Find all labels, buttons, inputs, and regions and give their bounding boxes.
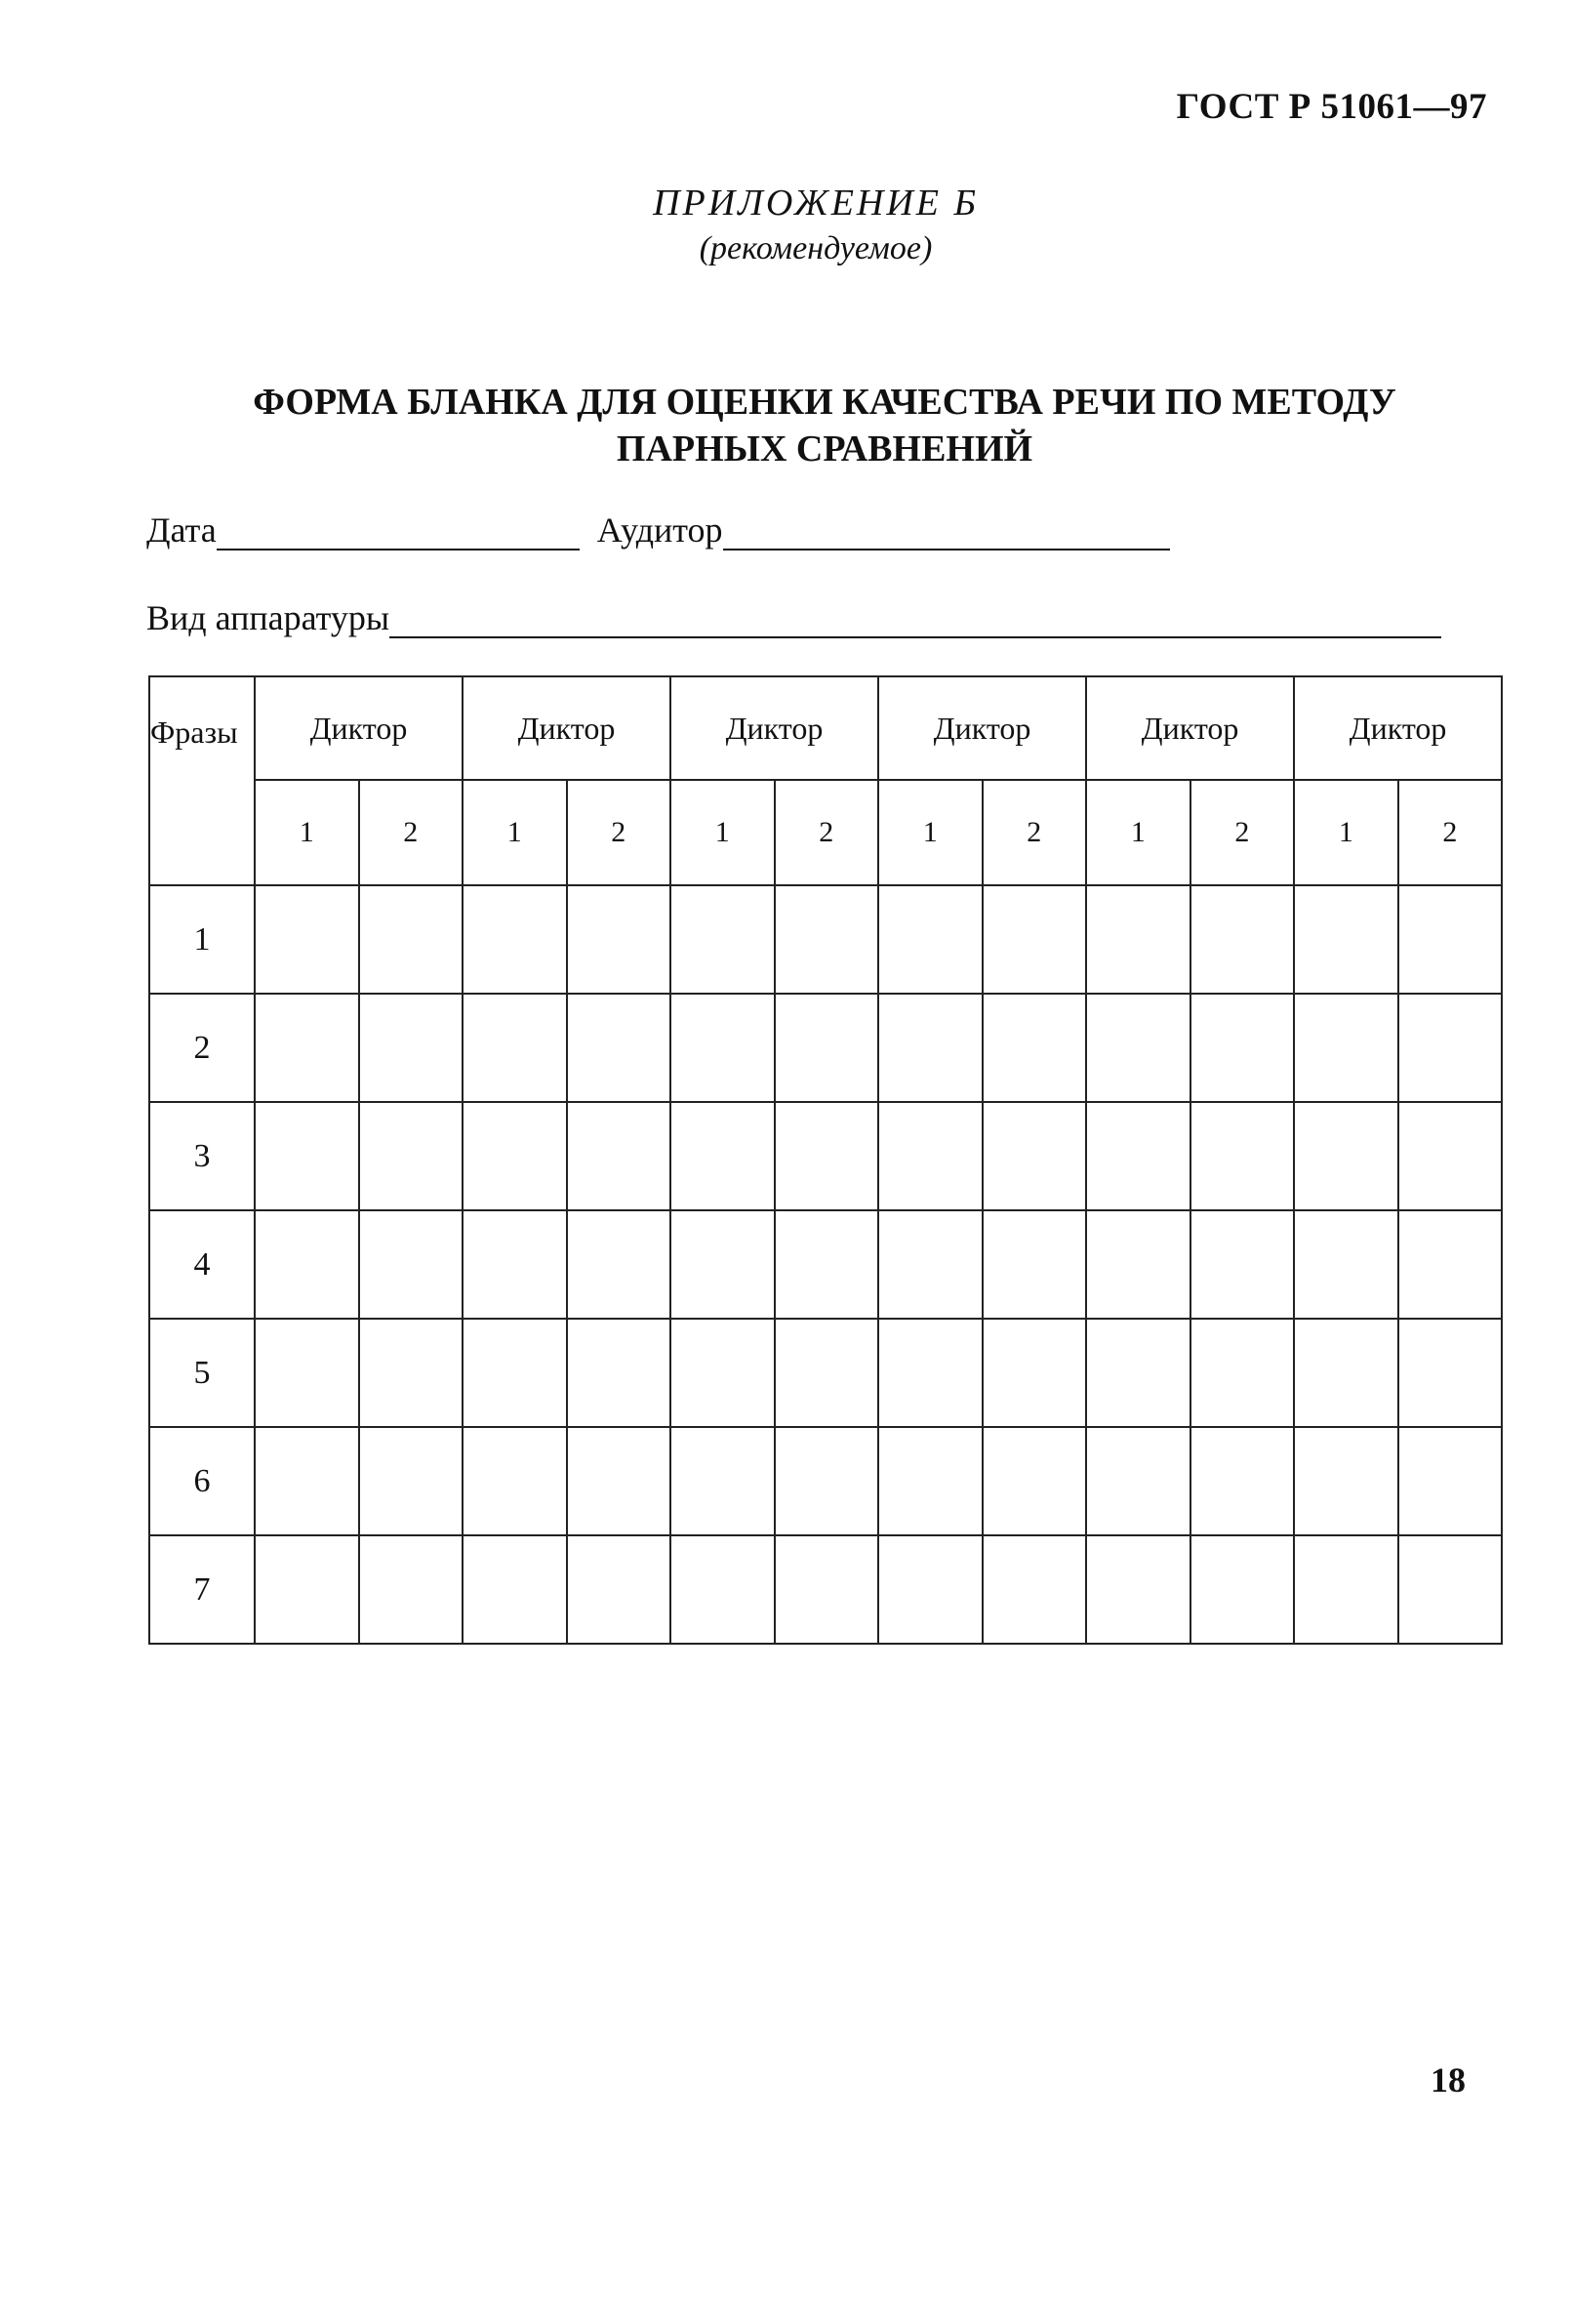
score-cell[interactable] — [670, 1319, 775, 1427]
score-cell[interactable] — [567, 885, 671, 994]
score-cell[interactable] — [1294, 1535, 1398, 1644]
score-cell[interactable] — [463, 885, 567, 994]
score-cell[interactable] — [255, 1210, 359, 1319]
score-cell[interactable] — [1294, 1427, 1398, 1535]
score-cell[interactable] — [463, 1319, 567, 1427]
date-label: Дата — [146, 510, 217, 550]
speaker-header: Диктор — [1086, 676, 1294, 780]
score-cell[interactable] — [567, 1210, 671, 1319]
score-cell[interactable] — [255, 1427, 359, 1535]
score-cell[interactable] — [983, 1535, 1087, 1644]
equipment-blank-line[interactable] — [389, 607, 1441, 638]
score-cell[interactable] — [567, 1427, 671, 1535]
score-cell[interactable] — [1398, 1535, 1503, 1644]
score-cell[interactable] — [463, 1210, 567, 1319]
score-cell[interactable] — [878, 885, 983, 994]
row-number: 7 — [149, 1535, 255, 1644]
score-cell[interactable] — [1294, 1102, 1398, 1210]
score-cell[interactable] — [1294, 994, 1398, 1102]
subcolumn-header: 1 — [463, 780, 567, 885]
subcolumn-header: 2 — [359, 780, 464, 885]
phrases-header: Фразы — [149, 676, 255, 885]
header-row-subcolumns — [149, 780, 1502, 885]
score-cell[interactable] — [775, 1210, 879, 1319]
form-title — [205, 379, 1444, 472]
subcolumn-header: 2 — [1398, 780, 1503, 885]
score-cell[interactable] — [1294, 1210, 1398, 1319]
score-cell[interactable] — [1294, 885, 1398, 994]
score-cell[interactable] — [255, 1319, 359, 1427]
subcolumn-header: 2 — [775, 780, 879, 885]
score-cell[interactable] — [359, 1319, 464, 1427]
score-cell[interactable] — [983, 1210, 1087, 1319]
score-cell[interactable] — [878, 1319, 983, 1427]
score-cell[interactable] — [670, 1427, 775, 1535]
score-cell[interactable] — [983, 994, 1087, 1102]
score-cell[interactable] — [1190, 885, 1295, 994]
score-cell[interactable] — [670, 1102, 775, 1210]
score-cell[interactable] — [775, 1535, 879, 1644]
form-title-line-1: ФОРМА БЛАНКА ДЛЯ ОЦЕНКИ КАЧЕСТВА РЕЧИ ПО МЕТОДУ — [253, 382, 1396, 423]
speaker-header: Диктор — [670, 676, 878, 780]
table-row — [149, 1319, 1502, 1427]
score-cell[interactable] — [878, 1535, 983, 1644]
row-number: 4 — [149, 1210, 255, 1319]
subcolumn-header: 2 — [983, 780, 1087, 885]
score-cell[interactable] — [1086, 1210, 1190, 1319]
speaker-header: Диктор — [878, 676, 1086, 780]
score-cell[interactable] — [1086, 1102, 1190, 1210]
score-cell[interactable] — [255, 1535, 359, 1644]
score-cell[interactable] — [1190, 1210, 1295, 1319]
score-cell[interactable] — [670, 994, 775, 1102]
score-cell[interactable] — [1398, 1102, 1503, 1210]
score-cell[interactable] — [670, 885, 775, 994]
score-cell[interactable] — [983, 1427, 1087, 1535]
score-cell[interactable] — [1190, 1535, 1295, 1644]
score-cell[interactable] — [463, 1535, 567, 1644]
score-cell[interactable] — [463, 1427, 567, 1535]
score-cell[interactable] — [878, 994, 983, 1102]
row-number: 6 — [149, 1427, 255, 1535]
score-cell[interactable] — [775, 1102, 879, 1210]
table-row — [149, 1535, 1502, 1644]
score-cell[interactable] — [983, 885, 1087, 994]
subcolumn-header: 1 — [1294, 780, 1398, 885]
speaker-header: Диктор — [1294, 676, 1502, 780]
subcolumn-header: 1 — [255, 780, 359, 885]
auditor-label: Аудитор — [596, 510, 723, 550]
score-cell[interactable] — [1190, 1319, 1295, 1427]
table-row — [149, 1102, 1502, 1210]
score-cell[interactable] — [1086, 885, 1190, 994]
score-cell[interactable] — [983, 1319, 1087, 1427]
subcolumn-header: 2 — [1190, 780, 1295, 885]
document-code: ГОСТ Р 51061—97 — [1176, 87, 1487, 127]
table-row — [149, 1427, 1502, 1535]
appendix-title: ПРИЛОЖЕНИЕ Б — [653, 183, 979, 224]
subcolumn-header: 1 — [878, 780, 983, 885]
score-cell[interactable] — [670, 1535, 775, 1644]
subcolumn-header: 2 — [567, 780, 671, 885]
form-title-line-2: ПАРНЫХ СРАВНЕНИЙ — [616, 428, 1033, 469]
equipment-label: Вид аппаратуры — [146, 598, 390, 637]
score-cell[interactable] — [1294, 1319, 1398, 1427]
table-row — [149, 885, 1502, 994]
score-cell[interactable] — [1086, 1427, 1190, 1535]
score-cell[interactable] — [255, 885, 359, 994]
score-cell[interactable] — [359, 994, 464, 1102]
score-cell[interactable] — [670, 1210, 775, 1319]
score-cell[interactable] — [1398, 885, 1503, 994]
score-cell[interactable] — [1190, 1102, 1295, 1210]
score-cell[interactable] — [255, 994, 359, 1102]
table-row — [149, 994, 1502, 1102]
score-cell[interactable] — [359, 1427, 464, 1535]
score-cell[interactable] — [1086, 1535, 1190, 1644]
date-auditor-row — [146, 510, 1170, 550]
score-cell[interactable] — [878, 1427, 983, 1535]
speaker-header: Диктор — [255, 676, 463, 780]
score-cell[interactable] — [1398, 994, 1503, 1102]
subcolumn-header: 1 — [670, 780, 775, 885]
score-cell[interactable] — [359, 885, 464, 994]
appendix-subtitle: (рекомендуемое) — [699, 230, 933, 266]
score-cell[interactable] — [775, 1319, 879, 1427]
score-cell[interactable] — [775, 885, 879, 994]
subcolumn-header: 1 — [1086, 780, 1190, 885]
score-cell[interactable] — [567, 994, 671, 1102]
score-cell[interactable] — [878, 1210, 983, 1319]
speaker-header: Диктор — [463, 676, 670, 780]
date-blank-line[interactable] — [217, 519, 580, 550]
score-cell[interactable] — [463, 994, 567, 1102]
score-cell[interactable] — [463, 1102, 567, 1210]
equipment-row — [146, 597, 1441, 638]
table-row — [149, 1210, 1502, 1319]
evaluation-table — [148, 675, 1503, 1645]
row-number: 2 — [149, 994, 255, 1102]
score-cell[interactable] — [1190, 1427, 1295, 1535]
row-number: 3 — [149, 1102, 255, 1210]
score-cell[interactable] — [775, 994, 879, 1102]
score-cell[interactable] — [359, 1535, 464, 1644]
row-number: 1 — [149, 885, 255, 994]
score-cell[interactable] — [255, 1102, 359, 1210]
score-cell[interactable] — [1398, 1427, 1503, 1535]
page-number: 18 — [1431, 2060, 1466, 2100]
score-cell[interactable] — [1398, 1210, 1503, 1319]
score-cell[interactable] — [878, 1102, 983, 1210]
score-cell[interactable] — [359, 1210, 464, 1319]
score-cell[interactable] — [775, 1427, 879, 1535]
score-cell[interactable] — [567, 1535, 671, 1644]
score-cell[interactable] — [1086, 1319, 1190, 1427]
score-cell[interactable] — [567, 1319, 671, 1427]
header-row-speakers — [149, 676, 1502, 780]
score-cell[interactable] — [567, 1102, 671, 1210]
row-number: 5 — [149, 1319, 255, 1427]
score-cell[interactable] — [983, 1102, 1087, 1210]
score-cell[interactable] — [1190, 994, 1295, 1102]
score-cell[interactable] — [359, 1102, 464, 1210]
score-cell[interactable] — [1398, 1319, 1503, 1427]
auditor-blank-line[interactable] — [723, 519, 1170, 550]
score-cell[interactable] — [1086, 994, 1190, 1102]
